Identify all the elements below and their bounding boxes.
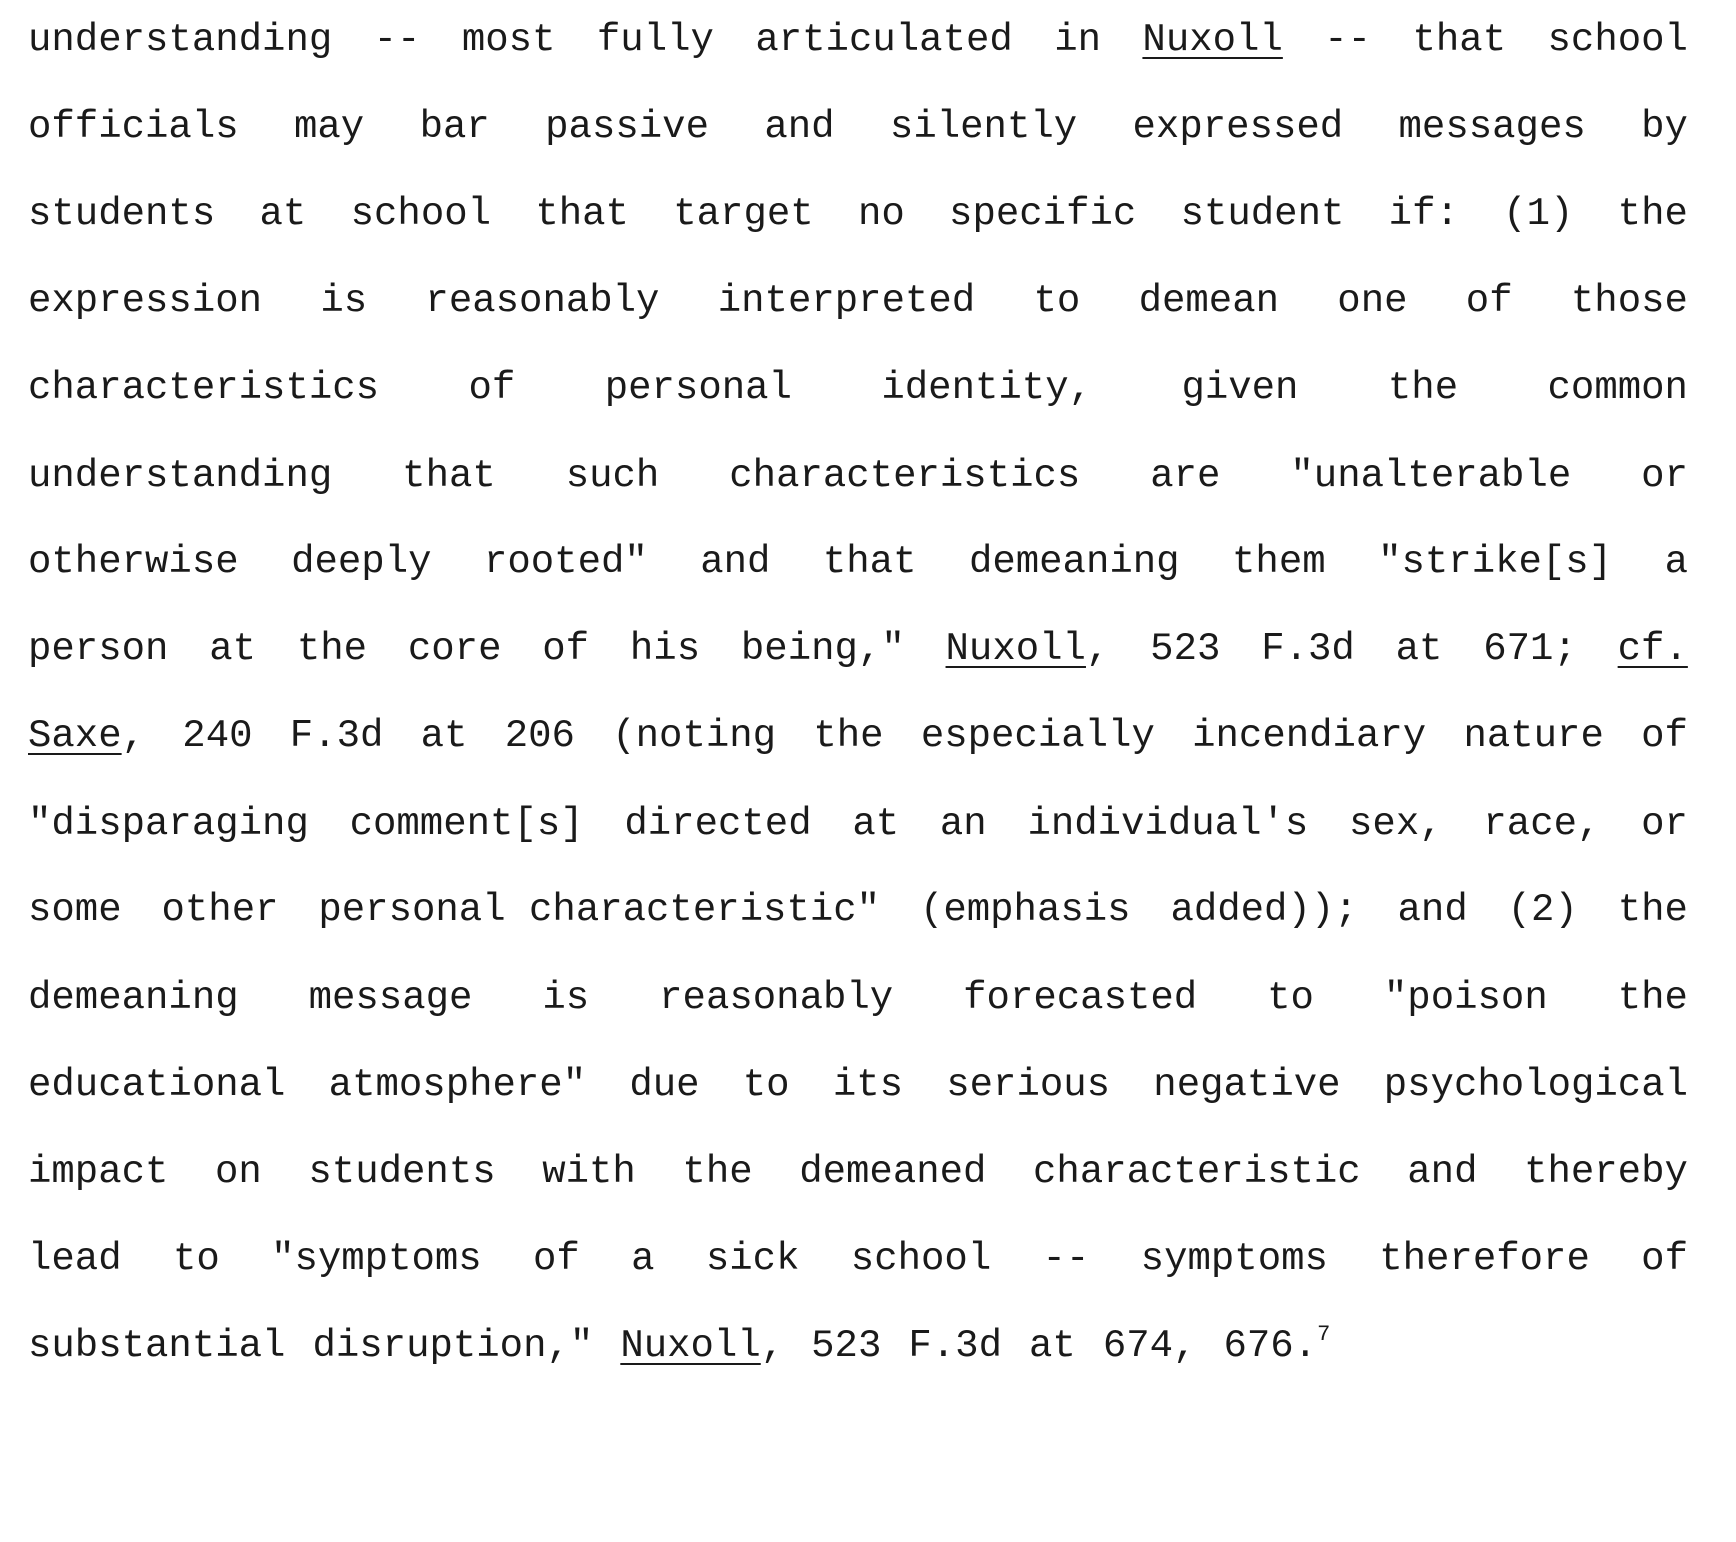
word-text: disruption," [312,1324,594,1368]
word-text: core [407,627,502,671]
word-text: to [742,1063,790,1107]
word-text: understanding [28,454,333,498]
citation-underlined-text: personal characteristic [318,888,857,932]
text-line [28,184,1688,244]
word-text: of [1641,1237,1688,1281]
word-text: of [1641,714,1688,758]
word-text: characteristics [729,454,1081,498]
word-text: -- [373,18,421,62]
word-text: of [1465,279,1513,323]
text-line [28,794,1688,854]
word-text: (2) [1507,888,1578,932]
word-text: the [813,714,884,758]
word-text: an [939,802,987,846]
word-text: to [172,1237,220,1281]
word-text: those [1570,279,1688,323]
text-line [28,619,1688,679]
text-line [28,97,1688,157]
text-line [28,271,1688,331]
word-text: F.3d [908,1324,1002,1368]
word-text: serious [946,1063,1111,1107]
text-line [28,1229,1688,1289]
word-text: that [1412,18,1507,62]
word-text: the [1617,192,1688,236]
word-text: "disparaging [28,802,309,846]
word-text: forecasted [963,976,1198,1020]
word-text: them [1232,540,1326,584]
word-text: silently [889,105,1078,149]
word-group [318,880,880,940]
word-text: students [28,192,216,236]
word-text: is [542,976,590,1020]
word-text: common [1547,366,1688,410]
word-text: nature [1463,714,1604,758]
word-text: at [1395,627,1443,671]
word-text: 671; [1483,627,1577,671]
word-text: atmosphere" [328,1063,587,1107]
word-text: specific [949,192,1137,236]
word-text: " [856,888,881,932]
text-line [28,1316,1688,1376]
word-text: (1) [1503,192,1574,236]
word-text: by [1641,105,1688,149]
word-text: individual's [1027,802,1309,846]
word-text: school [350,192,492,236]
word-text: characteristics [28,366,380,410]
word-text: demeaned [799,1150,987,1194]
word-text: (emphasis [919,888,1131,932]
word-text: or [1641,802,1688,846]
word-group [620,1316,784,1376]
word-text: -- [1324,18,1372,62]
word-text: characteristic [1033,1150,1361,1194]
word-text: to [1267,976,1314,1020]
word-text: and [1407,1150,1478,1194]
word-text: demeaning [968,540,1180,584]
word-text: "strike[s] [1378,540,1613,584]
word-text: the [1387,366,1459,410]
word-text: understanding [28,18,333,62]
word-text: 523 [1150,627,1221,671]
citation-underlined-text: cf. [1617,627,1688,671]
word-text: bar [419,105,490,149]
word-text: to [1033,279,1081,323]
word-text: educational [28,1063,286,1107]
text-line [28,10,1688,70]
word-text: , [1085,627,1110,671]
word-text: "unalterable [1290,454,1572,498]
word-text: at [1029,1324,1076,1368]
word-text: one [1337,279,1408,323]
word-text: its [832,1063,904,1107]
word-text: and [700,540,771,584]
text-line [28,532,1688,592]
word-text: the [1617,888,1688,932]
word-text: and [1397,888,1468,932]
word-text: and [764,105,835,149]
word-group [1223,1316,1330,1376]
word-text: personal [604,366,792,410]
word-text: school [1547,18,1688,62]
word-text: thereby [1524,1150,1688,1194]
text-line [28,968,1688,1028]
word-text: sex, [1349,802,1443,846]
word-group [28,706,145,766]
word-text: of [468,366,516,410]
word-text: if: [1388,192,1459,236]
word-text: the [1617,976,1688,1020]
word-text: officials [28,105,239,149]
word-text: especially [920,714,1155,758]
word-text: a [1664,540,1688,584]
text-line [28,706,1688,766]
word-text: deeply [291,540,432,584]
word-text: 676. [1223,1324,1318,1368]
word-text: interpreted [717,279,976,323]
citation-underlined-text: Nuxoll [945,627,1086,671]
word-text: the [296,627,368,671]
word-text: symptoms [1140,1237,1328,1281]
word-text: F.3d [1261,627,1355,671]
word-text: psychological [1383,1063,1688,1107]
word-text: of [533,1237,580,1281]
word-text: 523 [811,1324,882,1368]
word-text: directed [624,802,812,846]
text-line [28,880,1688,940]
word-text: target [673,192,814,236]
word-text: demean [1138,279,1280,323]
word-text: reasonably [425,279,660,323]
citation-underlined-text: Saxe [28,714,122,758]
word-text: articulated [755,18,1013,62]
word-text: that [535,192,629,236]
word-text: due [629,1063,700,1107]
word-text: with [542,1150,636,1194]
word-text: that [402,454,496,498]
word-text: student [1180,192,1345,236]
word-text: expressed [1132,105,1344,149]
word-text: , [760,1324,785,1368]
word-text: impact [28,1150,169,1194]
word-text: no [857,192,905,236]
word-text: (noting [612,714,777,758]
word-text: on [215,1150,262,1194]
word-text: other [161,888,279,932]
word-text: negative [1153,1063,1341,1107]
word-text: message [308,976,473,1020]
word-text: added)); [1170,888,1358,932]
word-text: -- [1042,1237,1090,1281]
word-text: incendiary [1192,714,1427,758]
word-text: substantial [28,1324,286,1368]
citation-underlined-text: Nuxoll [620,1324,761,1368]
word-text: given [1181,366,1299,410]
word-text: comment[s] [349,802,584,846]
word-text: demeaning [28,976,239,1020]
word-text: some [28,888,122,932]
word-text: are [1150,454,1221,498]
word-text: is [320,279,368,323]
word-text: therefore [1379,1237,1590,1281]
citation-underlined-text: Nuxoll [1142,18,1283,62]
word-text: 206 [504,714,575,758]
text-line [28,358,1688,418]
word-group [946,619,1110,679]
word-text: may [294,105,365,149]
word-text: fully [596,18,714,62]
word-text: F.3d [289,714,384,758]
word-text: or [1641,454,1688,498]
text-line [28,1142,1688,1202]
word-text: his [629,627,701,671]
word-text: reasonably [659,976,894,1020]
footnote-marker: 7 [1317,1322,1331,1347]
word-text: , [121,714,146,758]
word-text: students [308,1150,496,1194]
word-text: expression [28,279,263,323]
text-line [28,1055,1688,1115]
word-text: a [631,1237,655,1281]
word-text: at [852,802,900,846]
word-text: at [420,714,468,758]
word-text: that [822,540,917,584]
word-text: 240 [182,714,253,758]
word-text: "poison [1383,976,1548,1020]
text-line [28,446,1688,506]
word-text: messages [1398,105,1586,149]
word-text: being," [740,627,905,671]
word-text: in [1054,18,1102,62]
word-text: most [461,18,556,62]
word-text: of [542,627,590,671]
word-text: rooted" [483,540,648,584]
word-text: at [209,627,257,671]
word-text: at [259,192,307,236]
word-text: school [850,1237,992,1281]
word-text: 674, [1102,1324,1197,1368]
word-text: such [565,454,660,498]
word-text: race, [1483,802,1601,846]
word-text: "symptoms [271,1237,482,1281]
word-text: identity, [881,366,1093,410]
word-text: lead [28,1237,122,1281]
word-text: otherwise [28,540,239,584]
word-text: sick [705,1237,800,1281]
word-text: the [682,1150,753,1194]
word-text: passive [545,105,709,149]
word-text: person [28,627,169,671]
